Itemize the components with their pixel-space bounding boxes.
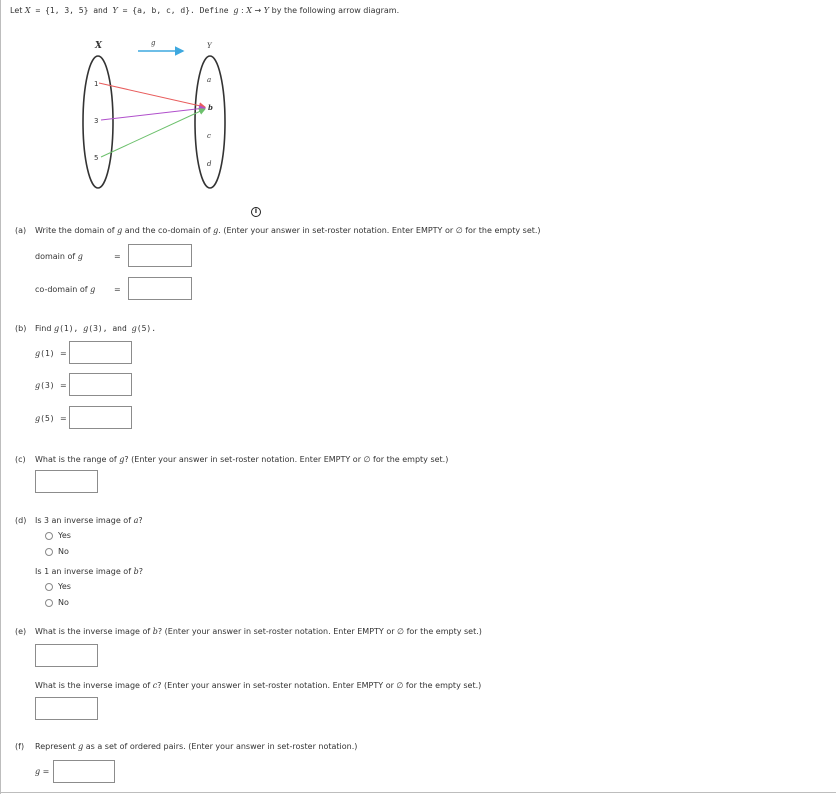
part-a-label: (a)	[15, 226, 27, 235]
info-icon[interactable]: i	[251, 207, 261, 217]
inverse-image-b-input[interactable]	[35, 644, 98, 667]
inverse-image-c-input[interactable]	[35, 697, 98, 720]
x-element-5: 5	[94, 154, 99, 162]
part-c-question: What is the range of g? (Enter your answer in set-roster notation. Enter EMPTY or ∅ for the empty set.)	[35, 455, 449, 464]
intro-part: Let	[10, 6, 25, 15]
codomain-label: co-domain of g	[35, 285, 96, 294]
mapping-arrow-5-b	[101, 109, 205, 157]
g5-equals: =	[60, 414, 67, 423]
y-element-d: d	[207, 160, 212, 168]
part-e-question-2: What is the inverse image of c? (Enter your answer in set-roster notation. Enter EMPTY or ∅ for the empty set.)	[35, 681, 482, 690]
domain-label: domain of g	[35, 252, 83, 261]
intro-set-x: = {1, 3, 5} and	[30, 6, 113, 15]
d2-yes-radio[interactable]	[45, 583, 53, 591]
d1-no-radio[interactable]	[45, 548, 53, 556]
part-c-label: (c)	[15, 455, 26, 464]
d1-no-label[interactable]: No	[58, 547, 69, 556]
intro-var-x2: X	[246, 6, 252, 15]
g1-equals: =	[60, 349, 67, 358]
intro-var-y: Y	[112, 6, 118, 15]
intro-var-g: g	[233, 6, 239, 15]
d2-no-label[interactable]: No	[58, 598, 69, 607]
codomain-input[interactable]	[128, 277, 192, 300]
range-input[interactable]	[35, 470, 98, 493]
part-f-label: (f)	[15, 742, 25, 751]
x-element-3: 3	[94, 117, 99, 125]
ordered-pairs-input[interactable]	[53, 760, 115, 783]
part-f-question: Represent g as a set of ordered pairs. (Enter your answer in set-roster notation.)	[35, 742, 358, 751]
ordered-pairs-label: g =	[35, 767, 50, 776]
g1-input[interactable]	[69, 341, 132, 364]
d2-no-radio[interactable]	[45, 599, 53, 607]
y-element-c: c	[207, 132, 211, 140]
part-d-label: (d)	[15, 516, 27, 525]
mapping-arrow-1-b	[99, 83, 205, 107]
intro-set-y: = {a, b, c, d}. Define	[117, 6, 234, 15]
domain-input[interactable]	[128, 244, 192, 267]
domain-equals: =	[114, 252, 121, 261]
d1-yes-label[interactable]: Yes	[58, 531, 71, 540]
frame-bottom-border	[0, 792, 836, 793]
intro-var-x: X	[24, 6, 31, 15]
y-element-a: a	[207, 76, 212, 84]
d2-yes-label[interactable]: Yes	[58, 582, 71, 591]
g1-label: g(1)	[35, 349, 55, 358]
y-element-b: b	[208, 103, 213, 112]
intro-end: by the following arrow diagram.	[269, 6, 400, 15]
x-element-1: 1	[94, 80, 99, 88]
part-d-question-2: Is 1 an inverse image of b?	[35, 567, 143, 576]
arrow-diagram	[0, 0, 836, 240]
mapping-arrow-3-b	[101, 108, 205, 120]
g5-input[interactable]	[69, 406, 132, 429]
codomain-equals: =	[114, 285, 121, 294]
part-b-label: (b)	[15, 324, 27, 333]
set-x-label: X	[95, 41, 102, 51]
function-g-label: g	[151, 39, 156, 47]
part-a-question: Write the domain of g and the co-domain of g. (Enter your answer in set-roster notation. Enter EMPTY or ∅ for the empty set.)	[35, 226, 541, 235]
g3-input[interactable]	[69, 373, 132, 396]
g5-label: g(5)	[35, 414, 55, 423]
set-y-label: Y	[207, 42, 212, 50]
intro-colon: :	[238, 6, 247, 15]
d1-yes-radio[interactable]	[45, 532, 53, 540]
part-b-question: Find g(1), g(3), and g(5).	[35, 324, 157, 333]
part-d-question-1: Is 3 an inverse image of a?	[35, 516, 143, 525]
part-e-question-1: What is the inverse image of b? (Enter your answer in set-roster notation. Enter EMPTY or ∅ for the empty set.)	[35, 627, 482, 636]
part-e-label: (e)	[15, 627, 27, 636]
intro-var-y2: Y	[263, 6, 270, 15]
g3-label: g(3)	[35, 381, 55, 390]
g3-equals: =	[60, 381, 67, 390]
intro-arrow: →	[252, 6, 264, 15]
